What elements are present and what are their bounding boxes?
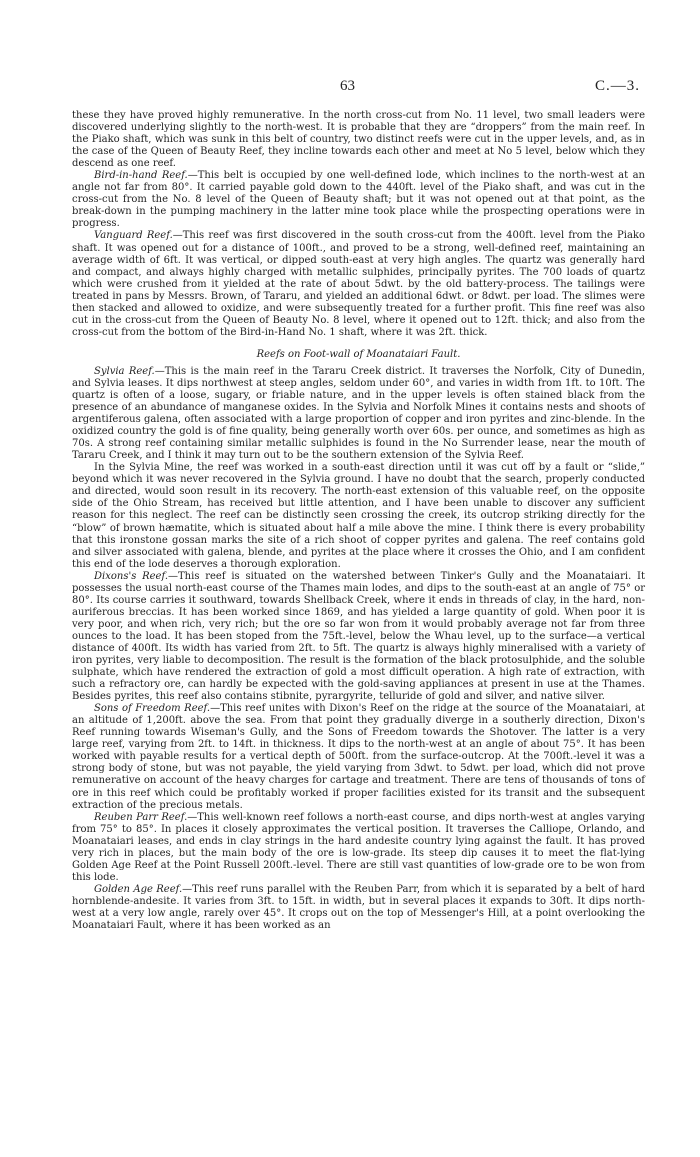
paragraph-heading: Golden Age Reef. [94,883,183,895]
paragraph-heading: Vanguard Reef. [94,230,173,242]
paragraph-golden-age-reef [72,884,645,932]
section-heading: Reefs on Foot-wall of Moanataiari Fault. [256,348,461,360]
paragraph-bird-in-hand-reef [72,170,645,230]
paragraph-dixons-reef [72,571,645,704]
paragraph-heading: Bird-in-hand Reef. [94,170,188,182]
paragraph-text: —This well-known reef follows a north-east course, and dips north-west at angles varying from 75° to 85°. In places it closely approximates the vertical position. It traverses the Calliope, Orlando, and Moanataiari leases, and ends in clay strings in the hard andesite country lying against the fault. It has proved very rich in places, but the main body of the ore is low-grade. Its steep dip causes it to meet the flat-lying Golden Age Reef at the Point Russell 200ft.-level. There are still vast quantities of low-grade ore to be won from this lode. [72,811,646,883]
paragraph-continuation [72,110,645,170]
paragraph-text: —This belt is occupied by one well-defined lode, which inclines to the north-west at an angle not far from 80°. It carried payable gold down to the 440ft. level of the Piako shaft, and was cut in the cross-cut from the No. 8 level of the Queen of Beauty shaft; but it was not opened out at that point, as the break-down in the pumping machinery in the latter mine took place while the prospecting operations were in progress. [72,170,645,230]
paragraph-heading: Sylvia Reef. [94,365,155,377]
paragraph-sylvia-reef [72,366,645,462]
paragraph-sylvia-mine [72,462,645,570]
paragraph-reuben-parr-reef [72,812,645,884]
page-number: 63 [340,78,355,94]
paragraph-text: —This reef unites with Dixon's Reef on the ridge at the source of the Moanataiari, at an altitude of 1,200ft. above the sea. From that point they gradually diverge in a southerly direction, Dixon's Reef running towards Wiseman's Gully, and the Sons of Freedom towards the Shotover. The latter is a very large reef, varying from 2ft. to 14ft. in thickness. It dips to the north-west at an angle of about 75°. It has been worked with payable results for a vertical depth of 500ft. from the surface-outcrop. At the 700ft.-level it was a strong body of stone, but was not payable, the yield varying from 3dwt. to 5dwt. per load, which did not prove remunerative on account of the heavy charges for cartage and treatment. There are tens of thousands of tons of ore in this reef which could be profitably worked if proper facilities existed for its transit and the subsequent extraction of the precious metals. [72,703,645,811]
paragraph-heading: Dixons's Reef. [94,570,169,582]
paragraph-text: these they have proved highly remunerative. In the north cross-cut from No. 11 level, two small leaders were discovered underlying slightly to the north-west. It is probable that they are “droppers” from the main reef. In the Piako shaft, which was sunk in this belt of country, two distinct reefs were cut in the upper levels, and, as in the case of the Queen of Beauty Reef, they incline towards each other and meet at No 5 level, below which they descend as one reef. [72,110,645,170]
paragraph-vanguard-reef [72,230,645,338]
report-reference: C.—3. [594,78,640,94]
paragraph-text: —This reef is situated on the watershed between Tinker's Gully and the Moanataiari. It possesses the usual north-east course of the Thames main lodes, and dips to the south-east at an angle of 75° or 80°. Its course carries it southward, towards Shellback Creek, where it ends in threads of clay, in the hard, non-auriferous breccias. It has been worked since 1869, and has yielded a large quantity of gold. When poor it is very poor, and when rich, very rich; but the ore so far won from it would probably average not far from three ounces to the load. It has been stoped from the 75ft.-level, below the Whau level, up to the surface—a vertical distance of 400ft. Its width has varied from 2ft. to 5ft. The quartz is always highly mineralised with a variety of iron pyrites, very liable to decomposition. The result is the formation of the black protosulphide, and the soluble sulphate, which have rendered the extraction of gold a most difficult operation. A high rate of extraction, with such a refractory ore, can hardly be expected with the gold-saving appliances at present in use at the Thames. Besides pyrites, this reef also contains stibnite, pyrargyrite, telluride of gold and silver, and native silver. [72,570,645,703]
paragraph-text: In the Sylvia Mine, the reef was worked in a south-east direction until it was cut off by a fault or “slide,” beyond which it was never recovered in the Sylvia ground. I have no doubt that the search, properly conducted and directed, would soon result in its recovery. The north-east extension of this valuable reef, on the opposite side of the Ohio Stream, has received but little attention, and I have been unable to discover any sufficient reason for this neglect. The reef can be distinctly seen crossing the creek, its outcrop striking directly for the “blow” of brown hæmatite, which is situated about half a mile above the mine. I think there is every probability that this ironstone gossan marks the site of a rich shoot of copper pyrites and galena. The reef contains gold and silver associated with galena, blende, and pyrites at the place where it crosses the Ohio, and I am confident this end of the lode deserves a thorough exploration. [72,462,645,570]
paragraph-text: —This is the main reef in the Tararu Creek district. It traverses the Norfolk, City of Dunedin, and Sylvia leases. It dips northwest at steep angles, seldom under 60°, and varies in width from 1ft. to 10ft. The quartz is often of a loose, sugary, or friable nature, and in the upper levels is often stained black from the presence of an abundance of manganese oxides. In the Sylvia and Norfolk Mines it contains nests and shoots of argentiferous galena, often associated with a large proportion of copper and iron pyrites and zinc-blende. In the oxidized country the gold is of fine quality, being generally worth over 60s. per ounce, and sometimes as high as 70s. A strong reef containing similar metallic sulphides is found in the No Surrender lease, near the mouth of Tararu Creek, and I think it may turn out to be the southern extension of the Sylvia Reef. [72,365,645,462]
paragraph-text: —This reef runs parallel with the Reuben Parr, from which it is separated by a belt of hard hornblende-andesite. It varies from 3ft. to 15ft. in width, but in several places it expands to 30ft. It dips north-west at a very low angle, rarely over 45°. It crops out on the top of Messenger's Hill, at a point overlooking the Moanataiari Fault, where it has been worked as an [72,883,645,932]
paragraph-sons-of-freedom-reef [72,703,645,811]
paragraph-heading: Reuben Parr Reef. [94,811,188,823]
paragraph-text: —This reef was first discovered in the south cross-cut from the 400ft. level from the Piako shaft. It was opened out for a distance of 100ft., and proved to be a strong, well-defined reef, maintaining an average width of 6ft. It was vertical, or dipped south-east at very high angles. The quartz was generally hard and compact, and always highly charged with metallic sulphides, principally pyrites. The 700 loads of quartz which were crushed from it yielded at the rate of about 5dwt. by the old battery-process. The tailings were treated in pans by Messrs. Brown, of Tararu, and yielded an additional 6dwt. or 8dwt. per load. The slimes were then stacked and allowed to oxidize, and were subsequently treated for a further profit. This fine reef was also cut in the cross-cut from the Queen of Beauty No. 8 level, where it opened out to 12ft. thick; and also from the cross-cut from the bottom of the Bird-in-Hand No. 1 shaft, where it was 2ft. thick. [72,230,645,338]
page-header [0,78,700,98]
paragraph-heading: Sons of Freedom Reef. [94,703,211,715]
document-body [72,110,645,932]
